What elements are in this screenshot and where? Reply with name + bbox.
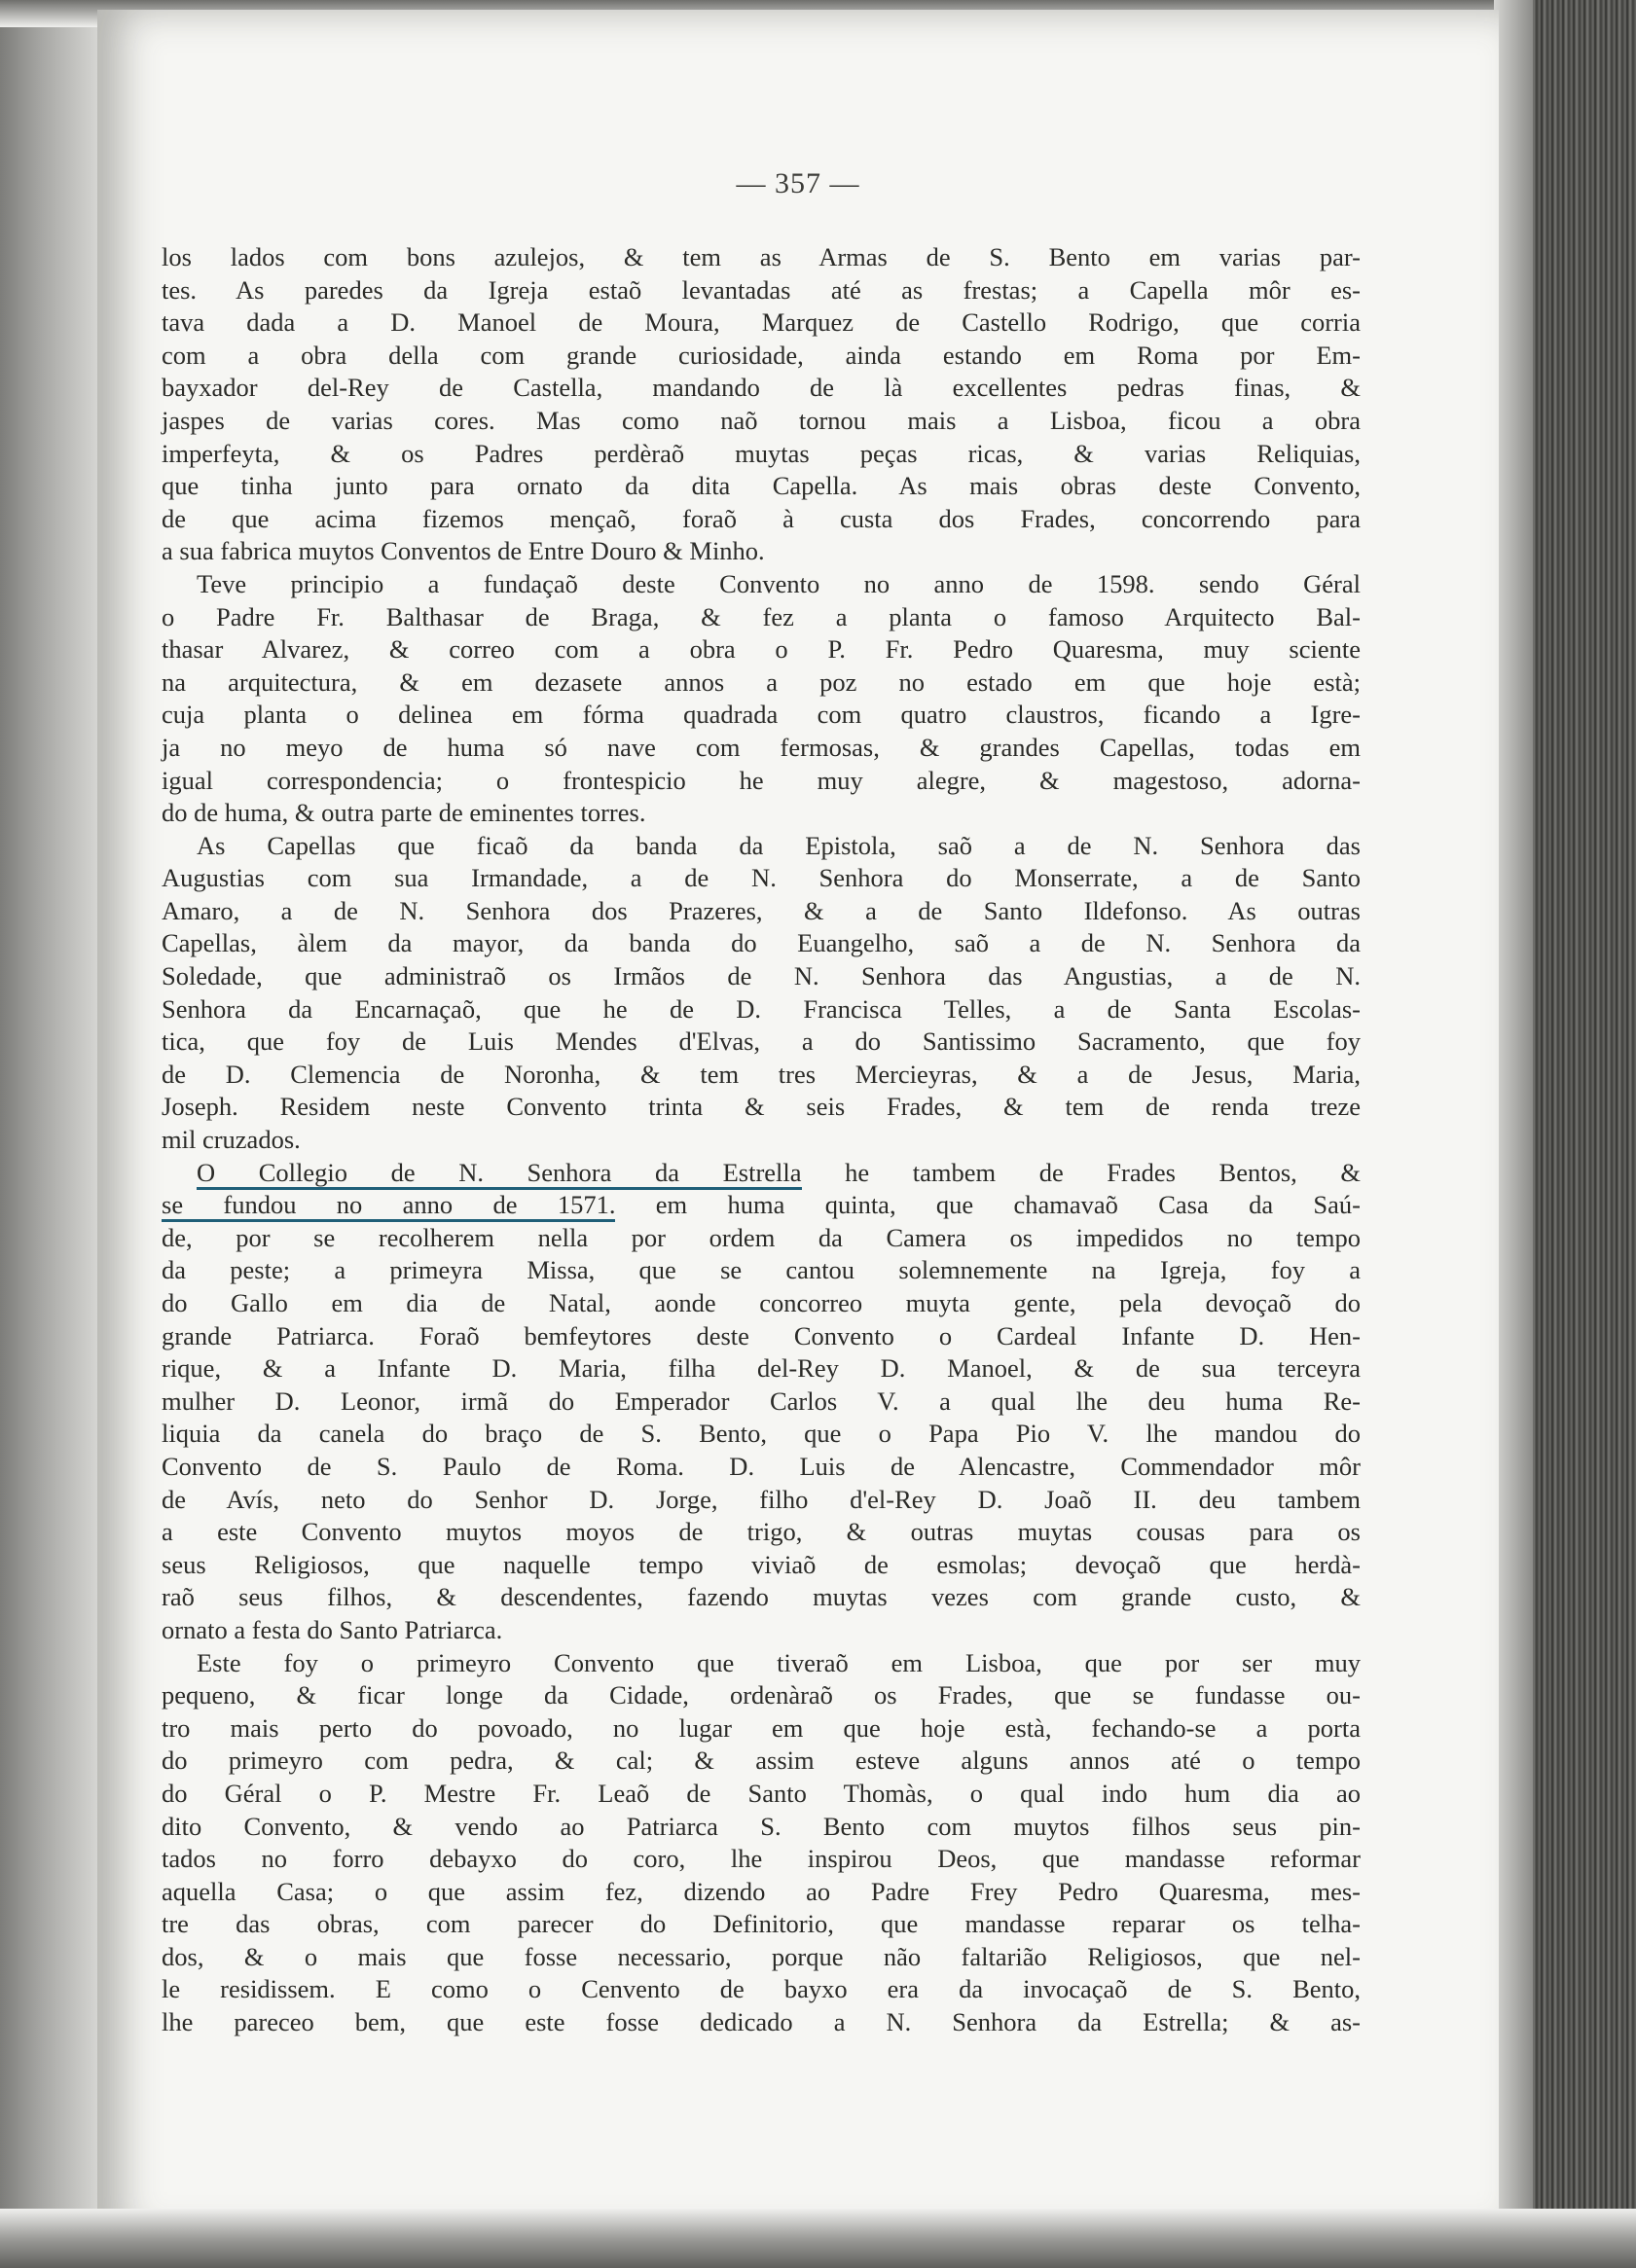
page-body-text bbox=[162, 241, 1361, 2039]
page-number: — 357 — bbox=[736, 167, 860, 199]
text-line bbox=[162, 1189, 1361, 1222]
text-line: jaspes de varias cores. Mas como naõ tornou mais a Lisboa, ficou a obra bbox=[162, 405, 1361, 435]
text-line: mulher D. Leonor, irmã do Emperador Carlos V. a qual lhe deu huma Re- bbox=[162, 1386, 1361, 1416]
text-line: que tinha junto para ornato da dita Capella. As mais obras deste Convento, bbox=[162, 471, 1361, 501]
underlined-phrase: O Collegio de N. Senhora da Estrella bbox=[197, 1158, 802, 1190]
text-line: do Géral o P. Mestre Fr. Leaõ de Santo Thomàs, o qual indo hum dia ao bbox=[162, 1778, 1361, 1808]
text-line: liquia da canela do braço de S. Bento, que o Papa Pio V. lhe mandou do bbox=[162, 1419, 1361, 1449]
text-line: de que acima fizemos mençaõ, foraõ à custa dos Frades, concorrendo para bbox=[162, 503, 1361, 533]
text-line: na arquitectura, & em dezasete annos a poz no estado em que hoje està; bbox=[162, 666, 1361, 697]
text-line: cuja planta o delinea em fórma quadrada com quatro claustros, ficando a Igre- bbox=[162, 700, 1361, 730]
text-line: imperfeyta, & os Padres perdèraõ muytas peças ricas, & varias Reliquias, bbox=[162, 438, 1361, 468]
text-line: As Capellas que ficaõ da banda da Epistola, saõ a de N. Senhora das bbox=[197, 830, 1361, 860]
text-line: bayxador del-Rey de Castella, mandando de là excellentes pedras finas, & bbox=[162, 373, 1361, 403]
text-line: com a obra della com grande curiosidade, ainda estando em Roma por Em- bbox=[162, 340, 1361, 370]
text-line: da peste; a primeyra Missa, que se cantou solemnemente na Igreja, foy a bbox=[162, 1255, 1361, 1285]
text-line-rest: em huma quinta, que chamavaõ Casa da Saú- bbox=[655, 1190, 1361, 1220]
text-line: Joseph. Residem neste Convento trinta & seis Frades, & tem de renda treze bbox=[162, 1092, 1361, 1122]
text-line: Amaro, a de N. Senhora dos Prazeres, & a de Santo Ildefonso. As outras bbox=[162, 895, 1361, 925]
text-line: tre das obras, com parecer do Definitorio, que mandasse reparar os telha- bbox=[162, 1909, 1361, 1939]
text-line: raõ seus filhos, & descendentes, fazendo muytas vezes com grande custo, & bbox=[162, 1582, 1361, 1612]
text-line: a este Convento muytos moyos de trigo, & outras muytas cousas para os bbox=[162, 1517, 1361, 1547]
text-line: los lados com bons azulejos, & tem as Armas de S. Bento em varias par- bbox=[162, 242, 1361, 271]
text-line: do Gallo em dia de Natal, aonde concorreo muyta gente, pela devoçaõ do bbox=[162, 1288, 1361, 1317]
text-line: Este foy o primeyro Convento que tiveraõ em Lisboa, que por ser muy bbox=[197, 1647, 1361, 1677]
text-line: tro mais perto do povoado, no lugar em que hoje està, fechando-se a porta bbox=[162, 1712, 1361, 1743]
text-line: de, por se recolherem nella por ordem da Camera os impedidos no tempo bbox=[162, 1222, 1361, 1252]
text-line: mil cruzados. bbox=[162, 1125, 301, 1155]
text-line: dito Convento, & vendo ao Patriarca S. Bento com muytos filhos seus pin- bbox=[162, 1811, 1361, 1841]
text-line: do de huma, & outra parte de eminentes torres. bbox=[162, 798, 646, 828]
text-line: de Avís, neto do Senhor D. Jorge, filho d'el-Rey D. Joaõ II. deu tambem bbox=[162, 1484, 1361, 1514]
text-line: Soledade, que administraõ os Irmãos de N. Senhora das Angustias, a de N. bbox=[162, 961, 1361, 991]
text-line: aquella Casa; o que assim fez, dizendo ao Padre Frey Pedro Quaresma, mes- bbox=[162, 1876, 1361, 1906]
text-line: ornato a festa do Santo Patriarca. bbox=[162, 1614, 503, 1644]
text-line: Convento de S. Paulo de Roma. D. Luis de Alencastre, Commendador môr bbox=[162, 1451, 1361, 1481]
book-page-edge-highlight bbox=[1494, 0, 1533, 2268]
text-line: ja no meyo de huma só nave com fermosas, & grandes Capellas, todas em bbox=[162, 732, 1361, 762]
text-line: le residissem. E como o Cenvento de bayxo era da invocaçaõ de S. Bento, bbox=[162, 1974, 1361, 2004]
text-line: dos, & o mais que fosse necessario, porque não faltarião Religiosos, que nel- bbox=[162, 1941, 1361, 1971]
scan-bottom-edge bbox=[0, 2209, 1636, 2268]
text-line: tados no forro debayxo do coro, lhe inspirou Deos, que mandasse reformar bbox=[162, 1844, 1361, 1874]
text-line: Senhora da Encarnaçaõ, que he de D. Francisca Telles, a de Santa Escolas- bbox=[162, 993, 1361, 1024]
text-line: igual correspondencia; o frontespicio he muy alegre, & magestoso, adorna- bbox=[162, 765, 1361, 795]
text-line: pequeno, & ficar longe da Cidade, ordenàraõ os Frades, que se fundasse ou- bbox=[162, 1680, 1361, 1710]
book-page bbox=[97, 10, 1499, 2238]
text-line bbox=[162, 1157, 1361, 1190]
text-line: tava dada a D. Manoel de Moura, Marquez de Castello Rodrigo, que corria bbox=[162, 307, 1361, 338]
text-line: Teve principio a fundaçaõ deste Convento no anno de 1598. sendo Géral bbox=[197, 568, 1361, 598]
text-line: rique, & a Infante D. Maria, filha del-Rey D. Manoel, & de sua terceyra bbox=[162, 1353, 1361, 1384]
text-line: grande Patriarca. Foraõ bemfeytores deste Convento o Cardeal Infante D. Hen- bbox=[162, 1320, 1361, 1350]
text-line: a sua fabrica muytos Conventos de Entre Douro & Minho. bbox=[162, 536, 765, 566]
text-line: o Padre Fr. Balthasar de Braga, & fez a planta o famoso Arquitecto Bal- bbox=[162, 601, 1361, 631]
text-line: tica, que foy de Luis Mendes d'Elvas, a do Santissimo Sacramento, que foy bbox=[162, 1026, 1361, 1057]
underlined-phrase: se fundou no anno de 1571. bbox=[162, 1190, 615, 1222]
text-line: seus Religiosos, que naquelle tempo viviaõ de esmolas; devoçaõ que herdà- bbox=[162, 1549, 1361, 1579]
text-line-rest: he tambem de Frades Bentos, & bbox=[845, 1157, 1361, 1187]
text-line: tes. As paredes da Igreja estaõ levantadas até as frestas; a Capella môr es- bbox=[162, 274, 1361, 305]
text-line: de D. Clemencia de Noronha, & tem tres Mercieyras, & a de Jesus, Maria, bbox=[162, 1059, 1361, 1089]
text-line: thasar Alvarez, & correo com a obra o P. Fr. Pedro Quaresma, muy sciente bbox=[162, 634, 1361, 665]
text-line: Capellas, àlem da mayor, da banda do Euangelho, saõ a de N. Senhora da bbox=[162, 928, 1361, 958]
text-line: lhe pareceo bem, que este fosse dedicado a N. Senhora da Estrella; & as- bbox=[162, 2007, 1361, 2037]
text-line: do primeyro com pedra, & cal; & assim esteve alguns annos até o tempo bbox=[162, 1746, 1361, 1776]
text-line: Augustias com sua Irmandade, a de N. Senhora do Monserrate, a de Santo bbox=[162, 863, 1361, 893]
